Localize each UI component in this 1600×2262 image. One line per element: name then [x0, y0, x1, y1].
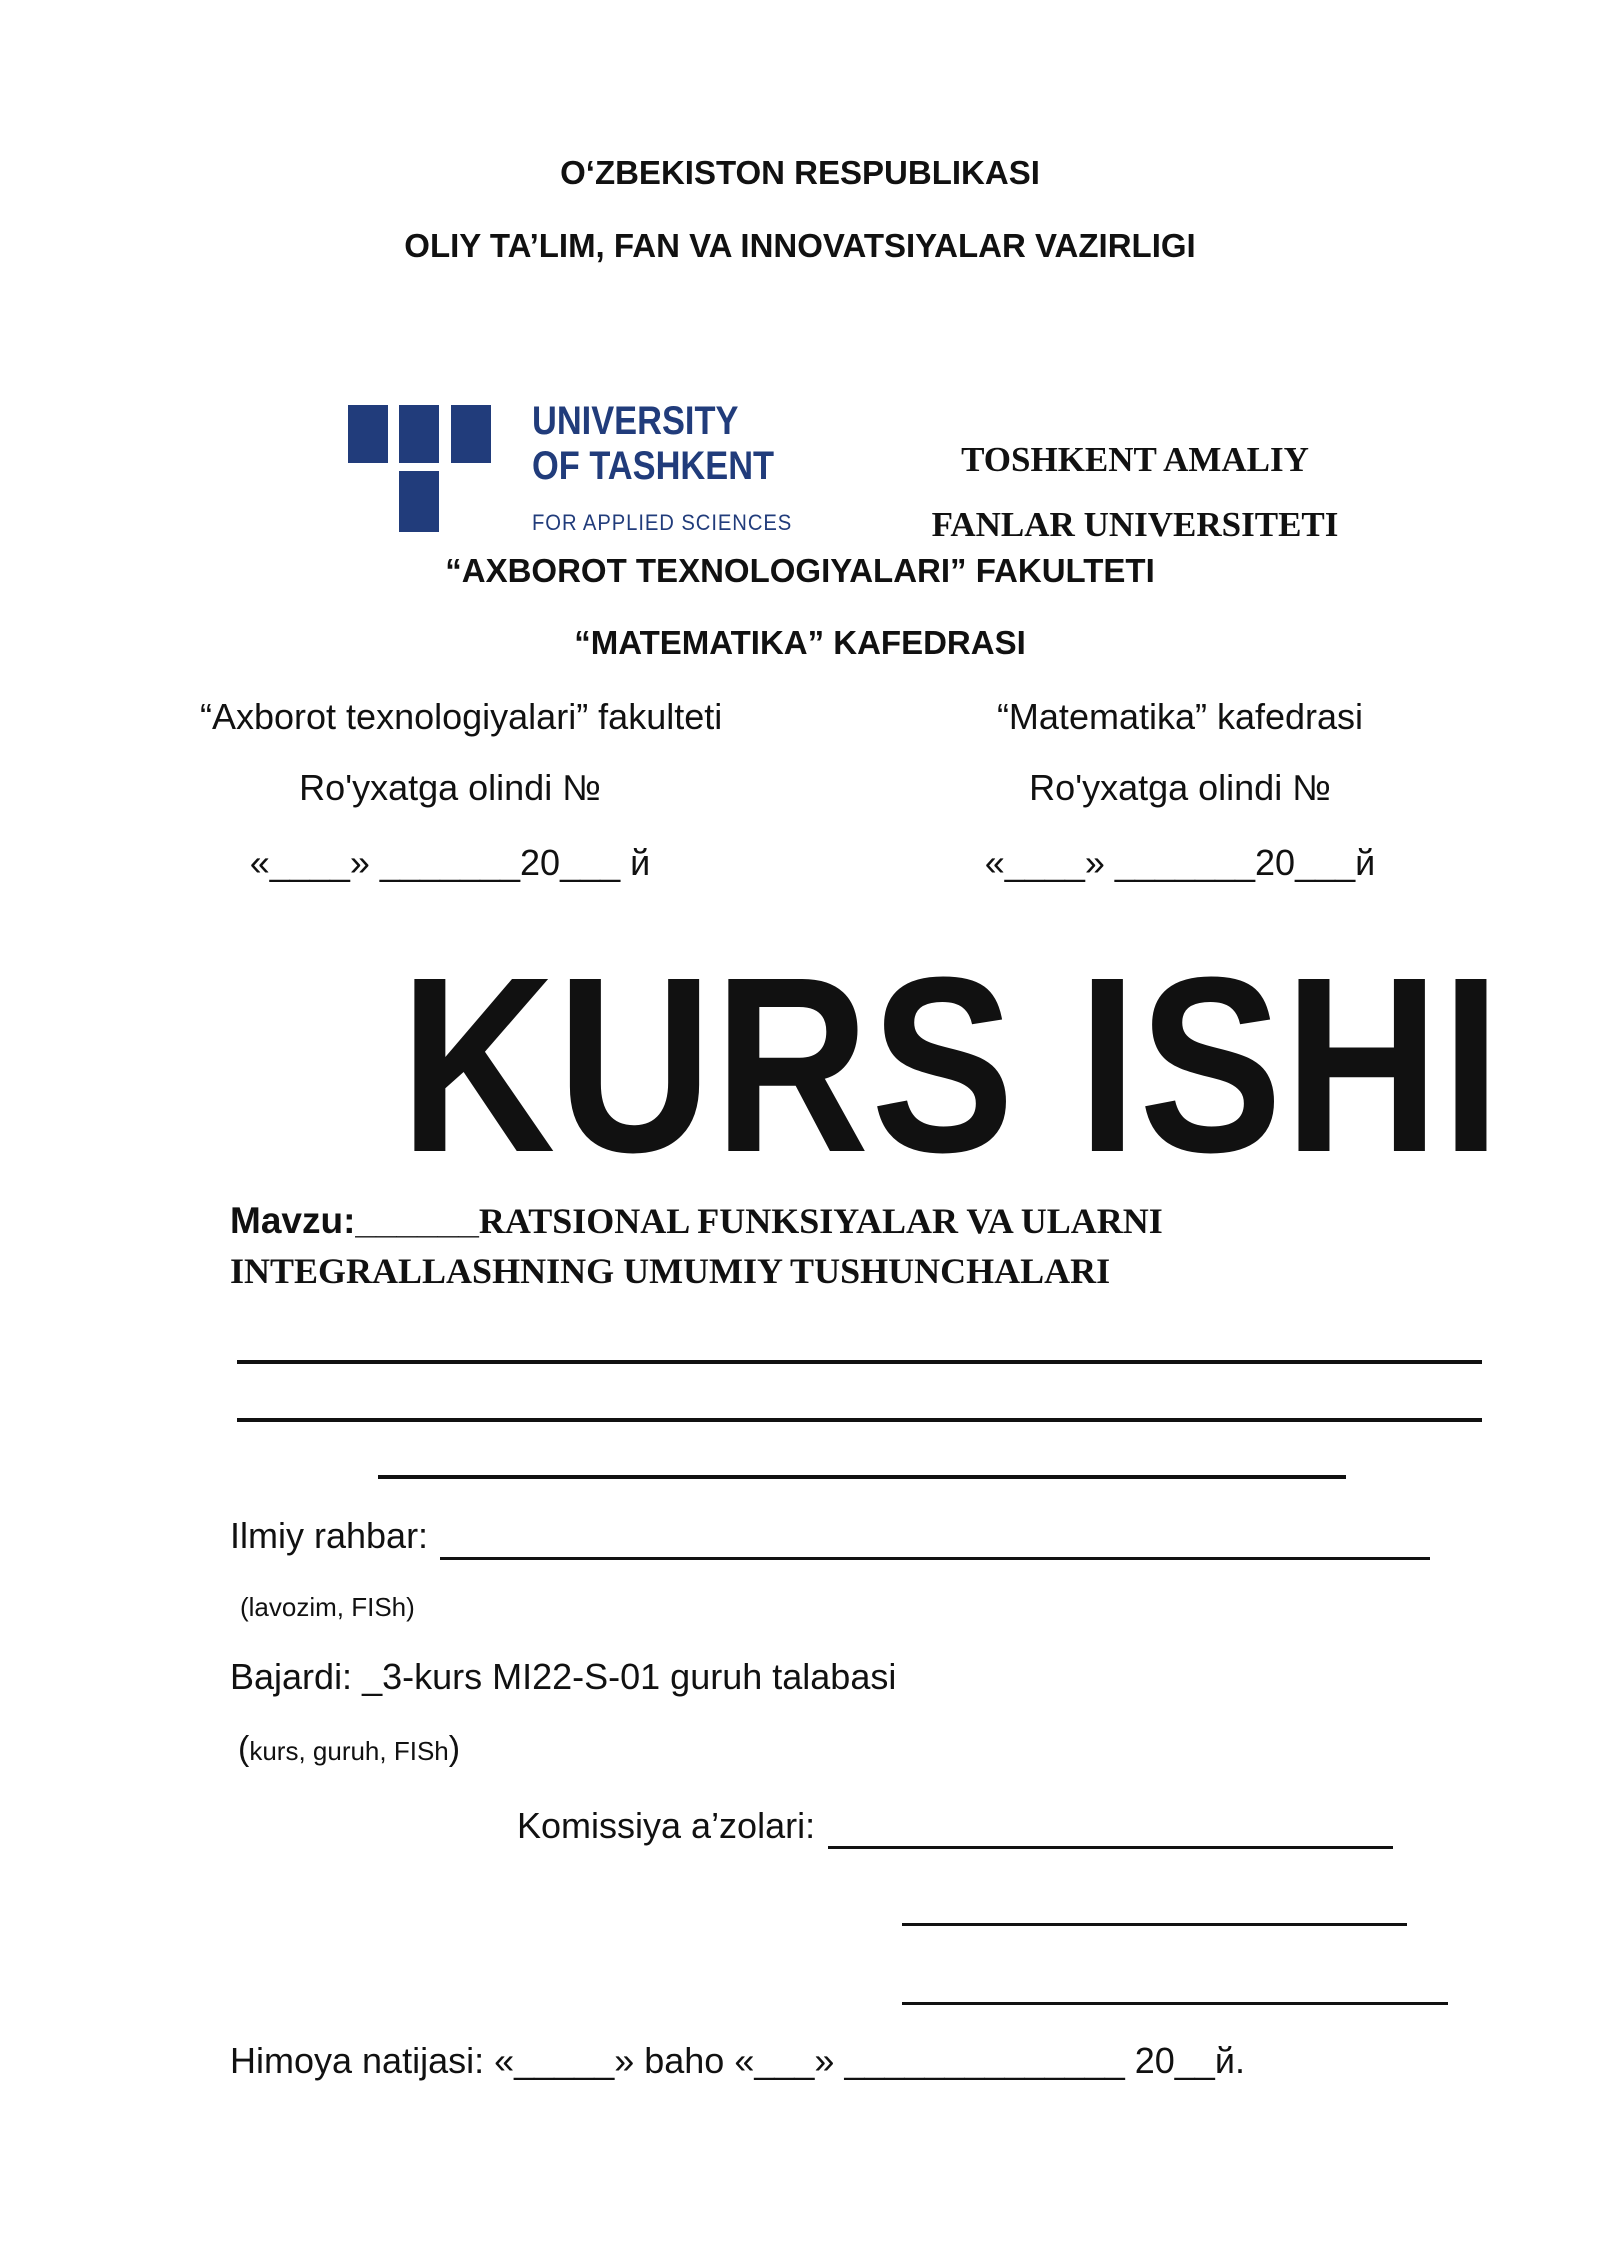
- topic-blank: ______: [355, 1200, 479, 1241]
- topic-text-line1: RATSIONAL FUNKSIYALAR VA ULARNI: [478, 1201, 1163, 1241]
- performer-label: Bajardi: _3-kurs MI22-S-01 guruh talabasi: [230, 1656, 897, 1697]
- commission-label: Komissiya a’zolari:: [517, 1805, 816, 1846]
- logo-text-university: UNIVERSITY: [532, 399, 739, 443]
- commission-blank-line-1[interactable]: [828, 1846, 1393, 1849]
- registration-left-label: Ro'yxatga olindi №: [299, 767, 601, 808]
- university-name-line1: TOSHKENT AMALIY: [961, 440, 1309, 479]
- main-title: KURS ISHI: [400, 925, 1503, 1204]
- performer-hint-close: ): [448, 1730, 461, 1768]
- registration-right-title: “Matematika” kafedrasi: [996, 696, 1364, 737]
- logo-text-subtitle: FOR APPLIED SCIENCES: [532, 510, 793, 535]
- topic-underline-2: [237, 1418, 1482, 1422]
- commission-blank-line-2[interactable]: [902, 1923, 1407, 1926]
- faculty-title: “AXBOROT TEXNOLOGIYALARI” FAKULTETI: [445, 552, 1155, 589]
- topic-text-line2: INTEGRALLASHNING UMUMIY TUSHUNCHALARI: [230, 1251, 1111, 1291]
- department-title: “MATEMATIKA” KAFEDRASI: [574, 624, 1026, 661]
- university-logo-icon: [348, 405, 491, 532]
- topic-label: Mavzu:: [230, 1200, 356, 1241]
- supervisor-label: Ilmiy rahbar:: [230, 1515, 429, 1556]
- topic-underline-1: [237, 1360, 1482, 1364]
- ministry-header-line2: OLIY TA’LIM, FAN VA INNOVATSIYALAR VAZIRLIGI: [404, 227, 1196, 264]
- registration-left-title: “Axborot texnologiyalari” fakulteti: [200, 696, 723, 737]
- performer-hint-open: (: [238, 1730, 250, 1768]
- ministry-header-line1: O‘ZBEKISTON RESPUBLIKASI: [560, 154, 1040, 191]
- defense-result: Himoya natijasi: «_____» baho «___» ______________ 20__й.: [230, 2040, 1245, 2081]
- supervisor-blank-line[interactable]: [440, 1557, 1430, 1560]
- performer-hint: kurs, guruh, FISh: [249, 1736, 449, 1766]
- commission-blank-line-3[interactable]: [902, 2002, 1448, 2005]
- registration-right-date: «____» _______20___й: [984, 842, 1376, 883]
- logo-text-of-tashkent: OF TASHKENT: [532, 444, 775, 488]
- topic-underline-3: [378, 1475, 1346, 1479]
- university-name-line2: FANLAR UNIVERSITETI: [931, 505, 1339, 544]
- registration-left-date: «____» _______20___ й: [249, 842, 651, 883]
- registration-right-label: Ro'yxatga olindi №: [1029, 767, 1331, 808]
- supervisor-hint: (lavozim, FISh): [240, 1592, 415, 1622]
